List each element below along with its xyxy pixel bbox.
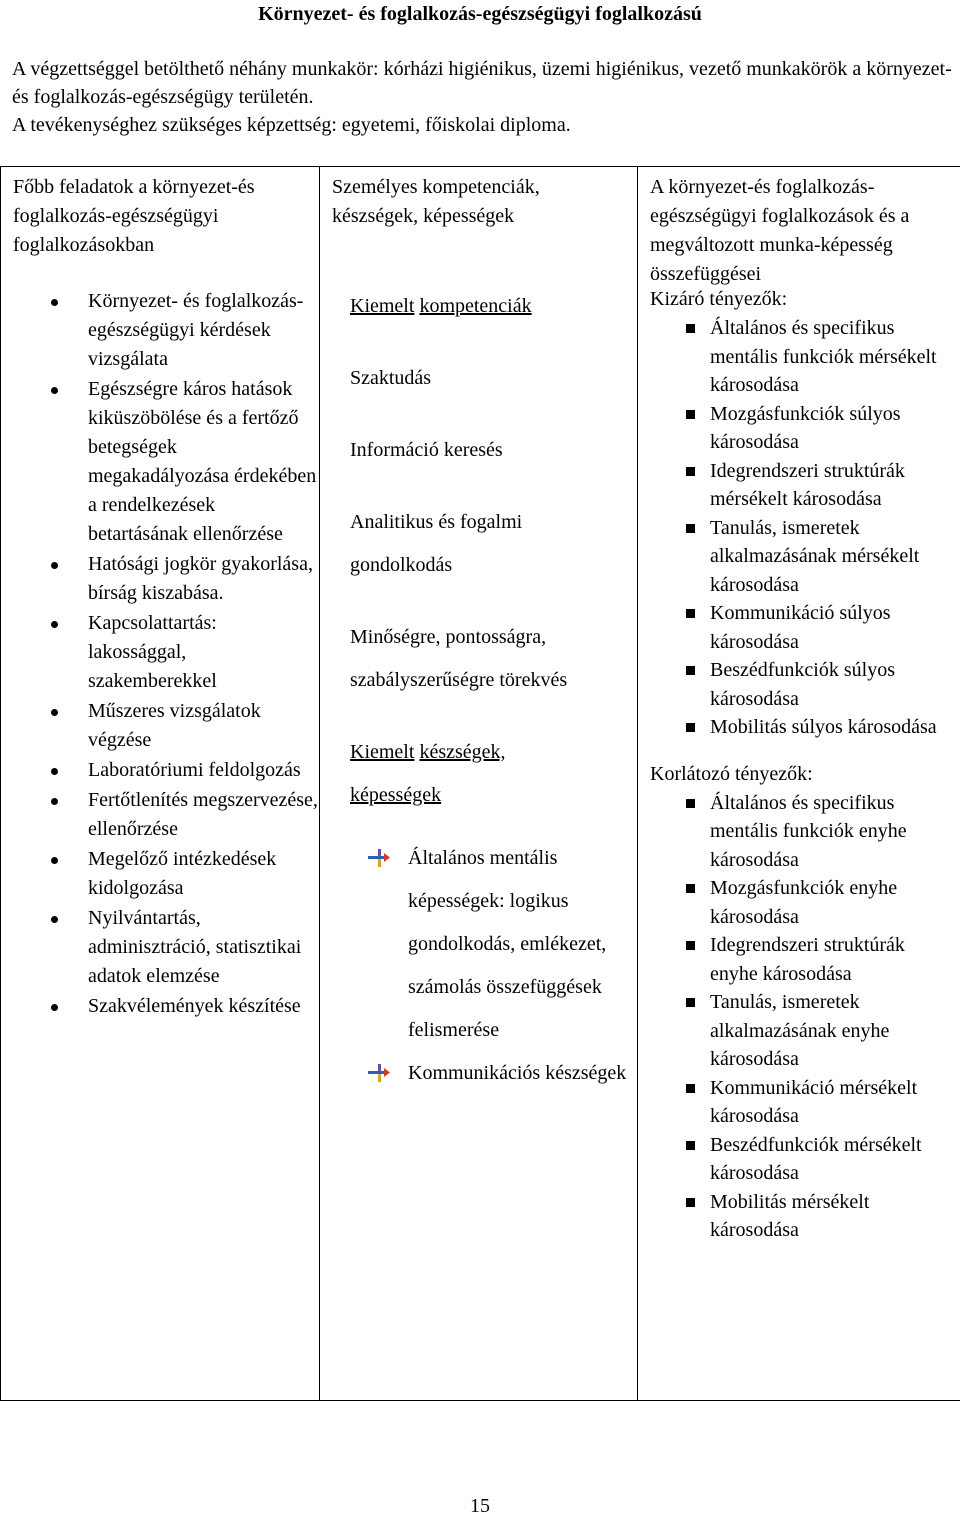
competency-item: gondolkodás [350, 554, 453, 576]
competency-item: Szaktudás [350, 367, 432, 389]
list-item: Kommunikációs készségek [350, 1052, 629, 1095]
page-number: 15 [470, 1495, 490, 1517]
competency-table [0, 166, 960, 1401]
intro [12, 55, 952, 139]
list-item: Nyilvántartás, adminisztráció, statisztikai adatok elemzése [1, 904, 319, 991]
factors-column [638, 167, 960, 1401]
competencies-header: Személyes kompetenciák, készségek, képességek [332, 176, 540, 227]
competency-item: szabályszerűségre törekvés [350, 669, 568, 691]
list-item: Környezet- és foglalkozás-egészségügyi kérdések vizsgálata [1, 287, 319, 374]
list-item: Beszédfunkciók súlyos károsodása [650, 656, 952, 713]
competency-item: Minőségre, pontosságra, [350, 626, 547, 648]
tasks-list [1, 167, 319, 1021]
exclusive-factors-title: Kizáró tényezők: [650, 288, 788, 310]
arrow-bullet-icon [368, 1064, 390, 1082]
list-item: Mobilitás súlyos károsodása [650, 713, 952, 742]
factors-header: A környezet-és foglalkozás-egészségügyi foglalkozások és a megváltozott munka-képesség összefüggései [650, 176, 910, 285]
competencies-column [320, 167, 638, 1401]
list-item: Kommunikáció súlyos károsodása [650, 599, 952, 656]
list-item: Megelőző intézkedések kidolgozása [1, 845, 319, 903]
list-item: Idegrendszeri struktúrák enyhe károsodása [650, 931, 952, 988]
list-item: Egészségre káros hatások kiküszöbölése és a fertőző betegségek megakadályozása érdekében a rendelkezések betartásának ellenőrzése [1, 375, 319, 549]
limiting-factors-title: Korlátozó tényezők: [650, 762, 813, 785]
list-item: Fertőtlenítés megszervezése, ellenőrzése [1, 786, 319, 844]
key-skills-heading-cont: képességek [350, 784, 442, 806]
key-skills-heading: Kiemelt készségek, [350, 741, 506, 763]
list-item: Tanulás, ismeretek alkalmazásának enyhe károsodása [650, 988, 952, 1074]
limiting-factors-list [650, 789, 952, 1245]
key-competencies-heading: Kiemelt kompetenciák [350, 295, 532, 317]
list-item: Mozgásfunkciók súlyos károsodása [650, 400, 952, 457]
list-item: Mobilitás mérsékelt károsodása [650, 1188, 952, 1245]
intro-line-qualification: A tevékenységhez szükséges képzettség: egyetemi, főiskolai diploma. [12, 114, 571, 136]
exclusive-factors-list [650, 314, 952, 742]
intro-line-jobs: A végzettséggel betölthető néhány munkakör: kórházi higiénikus, üzemi higiénikus, vezető munkakörök a környezet- és foglalkozás-egészségügy területén. [12, 58, 952, 108]
list-item: Kapcsolattartás: lakossággal, szakemberekkel [1, 609, 319, 696]
arrow-bullet-icon [368, 849, 390, 867]
list-item: Hatósági jogkör gyakorlása, bírság kiszabása. [1, 550, 319, 608]
list-item: Tanulás, ismeretek alkalmazásának mérsékelt károsodása [650, 514, 952, 600]
list-item: Általános és specifikus mentális funkciók mérsékelt károsodása [650, 314, 952, 400]
list-item: Beszédfunkciók mérsékelt károsodása [650, 1131, 952, 1188]
list-item: Általános mentális képességek: logikus gondolkodás, emlékezet, számolás összefüggések felismerése [350, 837, 629, 1052]
tasks-header: Főbb feladatok a környezet-és foglalkozás-egészségügyi foglalkozásokban [13, 176, 255, 256]
list-item: Kommunikáció mérsékelt károsodása [650, 1074, 952, 1131]
list-item: Laboratóriumi feldolgozás [1, 756, 319, 785]
list-item: Idegrendszeri struktúrák mérsékelt károsodása [650, 457, 952, 514]
factors-body [638, 167, 960, 1245]
list-item: Műszeres vizsgálatok végzése [1, 697, 319, 755]
list-item: Szakvélemények készítése [1, 992, 319, 1021]
competency-item: Analitikus és fogalmi [350, 511, 523, 533]
list-item: Mozgásfunkciók enyhe károsodása [650, 874, 952, 931]
page-title: Környezet- és foglalkozás-egészségügyi foglalkozású [258, 3, 702, 25]
competency-item: Információ keresés [350, 439, 503, 461]
tasks-column [1, 167, 320, 1401]
competencies-body [320, 167, 637, 1095]
list-item: Általános és specifikus mentális funkciók enyhe károsodása [650, 789, 952, 875]
skills-list [350, 837, 629, 1095]
